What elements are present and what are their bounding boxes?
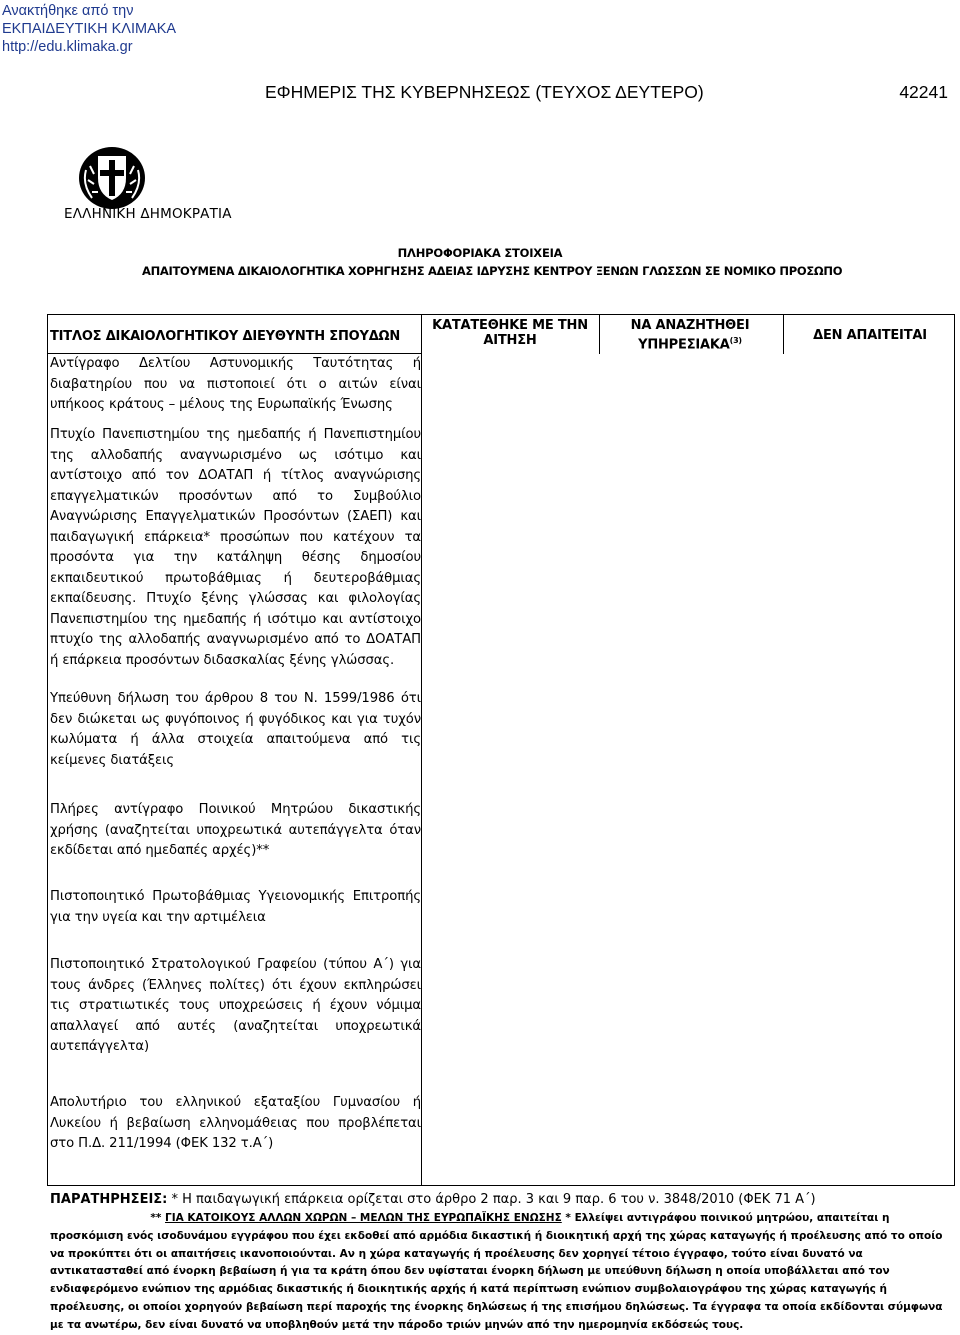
footnote (50, 1210, 950, 1335)
table-row: Αντίγραφο Δελτίου Αστυνομικής Ταυτότητας ή διαβατηρίου που να πιστοποιεί ότι ο αιτών είναι υπήκοος κράτους – μέλους της Ευρωπαϊκής Ένωσης (50, 356, 421, 412)
notes-section (50, 1190, 950, 1335)
remarks (50, 1190, 950, 1210)
table-divider-1 (421, 314, 422, 1186)
column-header-to-request-label: ΝΑ ΑΝΑΖΗΤΗΘΕΙ ΥΠΗΡΕΣΙΑΚΑ (630, 318, 750, 353)
table-row: Απολυτήριο του ελληνικού εξαταξίου Γυμνασίου ή Λυκείου ή βεβαίωση ελληνομάθειας που προβλέπεται στο Π.Δ. 211/1994 (ΦΕΚ 132 τ.Α΄) (50, 1095, 421, 1151)
table-row: Υπεύθυνη δήλωση του άρθρου 8 του Ν. 1599/1986 ότι δεν διώκεται ως φυγόποινος ή φυγόδικος και για τυχόν κωλύματα ή άλλα στοιχεία απαιτούμενα από τις κείμενες διατάξεις (50, 691, 421, 768)
table-row: Πιστοποιητικό Πρωτοβάθμιας Υγειονομικής Επιτροπής για την υγεία και την αρτιμέλεια (50, 889, 421, 925)
footnote-heading: ΓΙΑ ΚΑΤΟΙΚΟΥΣ ΑΛΛΩΝ ΧΩΡΩΝ – ΜΕΛΩΝ ΤΗΣ ΕΥΡΩΠΑΪΚΗΣ ΕΝΩΣΗΣ (165, 1212, 562, 1224)
table-row: Πτυχίο Πανεπιστημίου της ημεδαπής ή Πανεπιστημίου της αλλοδαπής αναγνωρισμένο ως ισότιμο και αντίστοιχο από τον ΔΟΑΤΑΠ ή τίτλος αναγνώρισης επαγγελματικών προσόντων από το Συμβούλιο Αναγνώρισης Επαγγελματικών Προσόντων (ΣΑΕΠ) και παιδαγωγική επάρκεια* προσώπων που κατέχουν τα προσόντα για την κατάληψη θέσης δημοσίου εκπαιδευτικού πρωτοβάθμιας ή δευτεροβάθμιας εκπαίδευσης. Πτυχίο ξένης γλώσσας και φιλολογίας Πανεπιστημίου της ημεδαπής ή ισότιμο και αντίστοιχο πτυχίο της αλλοδαπής αναγνωρισμένο από το ΔΟΑΤΑΠ ή επάρκεια προσόντων διδασκαλίας ξένης γλώσσας. (50, 427, 421, 668)
source-link[interactable]: http://edu.klimaka.gr (2, 39, 133, 55)
remarks-text: * Η παιδαγωγική επάρκεια ορίζεται στο άρθρο 2 παρ. 3 και 9 παρ. 6 του ν. 3848/2010 (ΦΕΚ 71 Α΄) (171, 1192, 816, 1207)
table-row: Πλήρες αντίγραφο Ποινικού Μητρώου δικαστικής χρήσης (αναζητείται υποχρεωτικά αυτεπάγγελτα όταν εκδίδεται από ημεδαπές αρχές)** (50, 802, 421, 858)
info-title: ΠΛΗΡΟΦΟΡΙΑΚΑ ΣΤΟΙΧΕΙΑ (397, 246, 563, 260)
source-line-2[interactable]: ΕΚΠΑΙΔΕΥΤΙΚΗ ΚΛΙΜΑΚΑ (2, 21, 177, 37)
gazette-header-title: ΕΦΗΜΕΡΙΣ ΤΗΣ ΚΥΒΕΡΝΗΣΕΩΣ (ΤΕΥΧΟΣ ΔΕΥΤΕΡΟ) (265, 82, 704, 102)
source-note (2, 2, 176, 56)
info-subtitle: ΑΠΑΙΤΟΥΜΕΝΑ ΔΙΚΑΙΟΛΟΓΗΤΙΚΑ ΧΟΡΗΓΗΣΗΣ ΑΔΕΙΑΣ ΙΔΡΥΣΗΣ ΚΕΝΤΡΟΥ ΞΕΝΩΝ ΓΛΩΣΣΩΝ ΣΕ ΝΟΜΙΚΟ ΠΡΟΣΩΠΟ (142, 264, 843, 278)
column-header-to-request (610, 318, 770, 352)
column-header-not-required: ΔΕΝ ΑΠΑΙΤΕΙΤΑΙ (813, 328, 927, 343)
footnote-ref-3: (3) (729, 336, 742, 345)
column-header-title: ΤΙΤΛΟΣ ΔΙΚΑΙΟΛΟΓΗΤΙΚΟΥ ΔΙΕΥΘΥΝΤΗ ΣΠΟΥΔΩΝ (50, 329, 401, 344)
greek-emblem-icon (76, 140, 148, 212)
column-header-submitted: ΚΑΤΑΤΕΘΗΚΕ ΜΕ ΤΗΝ ΑΙΤΗΣΗ (432, 318, 588, 348)
footnote-marker: ** (150, 1212, 162, 1224)
footnote-text: * Ελλείψει αντιγράφου ποινικού μητρώου, απαιτείται η προσκόμιση ενός ισοδυνάμου εγγράφου που έχει εκδοθεί από αρμόδια δικαστική ή διοικητική αρχή της χώρας καταγωγής ή προέλευσης από το οποίο να προκύπτει ότι οι απαιτήσεις ικανοποιούνται. Αν η χώρα καταγωγής ή προέλευσης δεν χορηγεί τέτοιο έγγραφο, τούτο είναι δυνατό να αντικατασταθεί από ένορκη βεβαίωση ή για τα κράτη όπου δεν υφίσταται ένορκη δήλωση με υπεύθυνη δήλωση η οποία υποβάλλεται από τον ενδιαφερόμενο ενώπιον της αρμόδιας δικαστικής ή διοικητικής αρχής ή κατά περίπτωση ενώπιον συμβολαιογράφου της χώρας καταγωγής ή προέλευσης, οι οποίοι χορηγούν βεβαίωση περί παροχής της ένορκης δηλώσεως ή της επισήμου δηλώσεως. Τα έγγραφα τα οποία εκδίδονται σύμφωνα με τα ανωτέρω, δεν είναι δυνατό να υποβληθούν μετά την πάροδο τριών μηνών από την ημερομηνία εκδόσεώς τους. (50, 1212, 943, 1331)
remarks-label: ΠΑΡΑΤΗΡΗΣΕΙΣ: (50, 1192, 168, 1207)
page-number: 42241 (899, 82, 948, 102)
table-divider-2 (599, 314, 600, 354)
source-line-1[interactable]: Ανακτήθηκε από την (2, 3, 134, 19)
table-divider-3 (783, 314, 784, 354)
table-row: Πιστοποιητικό Στρατολογικού Γραφείου (τύπου Α΄) για τους άνδρες (Έλληνες πολίτες) ότι έχουν εκπληρώσει τις στρατιωτικές τους υποχρεώσεις ή έχουν νόμιμα απαλλαγεί από αυτές (αναζητείται υποχρεωτικά αυτεπάγγελτα) (50, 957, 421, 1054)
footnote-indent (50, 1210, 165, 1228)
republic-label: ΕΛΛΗΝΙΚΗ ΔΗΜΟΚΡΑΤΙΑ (64, 206, 232, 222)
